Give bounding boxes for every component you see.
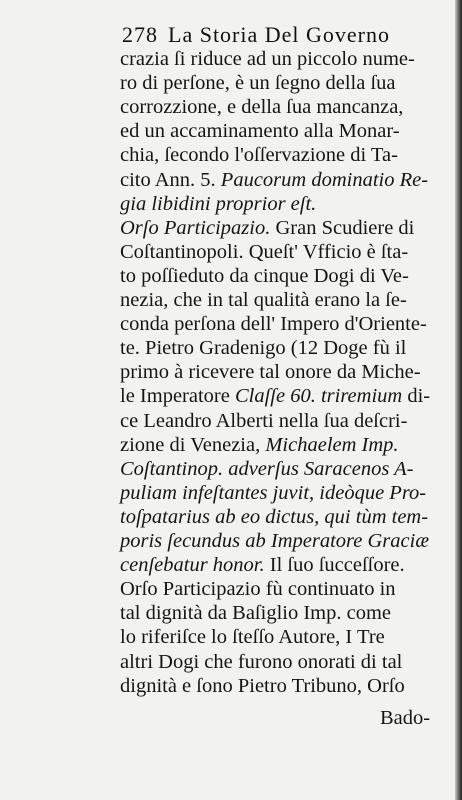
italic-text: poris ſecundus ab Imperatore Graciæ	[120, 530, 429, 552]
catchword: Bado-	[380, 707, 431, 729]
text-line	[120, 49, 415, 70]
roman-text: primo à ricevere tal onore da Miche-	[120, 361, 421, 384]
roman-text: to poſſieduto da cinque Dogi di Ve-	[120, 264, 409, 287]
text-line	[120, 362, 421, 383]
roman-text: tal dignità da Baſiglio Imp. come	[120, 602, 391, 625]
text-line	[120, 338, 406, 359]
roman-text: Coſtantinopoli. Queſt' Vfficio è ſta-	[120, 240, 409, 263]
roman-text: Gran Scudiere di	[270, 216, 415, 239]
roman-text: zione di Venezia,	[120, 433, 266, 456]
italic-text: Claſſe 60. triremium	[234, 385, 403, 408]
italic-text: Orſo Participazio.	[120, 216, 271, 239]
roman-text: ce Leandro Alberti nella ſua deſcri-	[120, 409, 408, 432]
roman-text: cito Ann. 5.	[120, 168, 221, 191]
roman-text: chia, ſecondo l'oſſervazione di Ta-	[120, 144, 398, 167]
text-line	[120, 314, 427, 335]
italic-text: Coſtantinop. adverſus Saracenos A-	[120, 457, 414, 480]
italic-text: gia libidini proprior eſt.	[120, 192, 317, 215]
roman-text: corrozzione, e della ſua mancanza,	[120, 96, 404, 119]
roman-text: Il ſuo ſucceſſore.	[264, 554, 405, 577]
italic-text: cenſebatur honor.	[120, 554, 265, 577]
roman-text: ed un accaminamento alla Monar-	[120, 120, 400, 143]
page-header	[122, 22, 390, 48]
text-line	[120, 507, 428, 528]
italic-text: toſpatarius ab eo dictus, qui tùm tem-	[120, 505, 429, 528]
roman-text: le Imperatore	[120, 385, 235, 408]
italic-text: Paucorum dominatio Re-	[220, 168, 429, 191]
text-line	[120, 459, 413, 480]
text-line	[120, 555, 405, 576]
text-line	[120, 121, 400, 142]
text-line	[120, 435, 399, 456]
roman-text: te. Pietro Gradenigo (12 Doge fù il	[120, 337, 407, 360]
italic-text: puliam infeſtantes juvit, ideòque Pro-	[120, 481, 427, 504]
text-line	[120, 290, 407, 311]
roman-text: conda perſona dell' Impero d'Oriente-	[120, 313, 427, 336]
text-line	[120, 579, 396, 600]
roman-text: ro di perſone, è un ſegno della ſua	[120, 72, 396, 95]
text-line	[120, 483, 426, 504]
text-line	[120, 531, 429, 552]
roman-text: nezia, che in tal qualità erano la ſe-	[120, 289, 407, 311]
roman-text: di-	[402, 385, 431, 408]
text-line	[120, 627, 385, 648]
roman-text: altri Dogi che furono onorati di tal	[120, 650, 403, 673]
text-line	[120, 676, 405, 697]
text-line	[120, 145, 398, 166]
text-line	[120, 218, 414, 239]
text-line	[120, 170, 428, 191]
roman-text: lo riferiſce lo ſteſſo Autore, I Tre	[120, 626, 385, 649]
roman-text: dignità e ſono Pietro Tribuno, Orſo	[120, 674, 405, 697]
roman-text: crazia ſi riduce ad un piccolo nume-	[120, 48, 415, 70]
text-line	[120, 386, 430, 407]
running-title: La Storia Del Governo	[168, 22, 390, 47]
text-line	[120, 652, 402, 673]
text-line	[120, 97, 403, 118]
text-line	[120, 603, 391, 624]
roman-text: Orſo Participazio fù continuato in	[120, 578, 396, 601]
text-line	[120, 266, 409, 287]
page-edge	[455, 0, 462, 800]
text-line	[120, 73, 396, 94]
page-number: 278	[122, 22, 158, 47]
text-line	[120, 242, 408, 263]
text-line	[120, 194, 316, 215]
text-line	[120, 411, 407, 432]
italic-text: Michaelem Imp.	[265, 433, 399, 456]
